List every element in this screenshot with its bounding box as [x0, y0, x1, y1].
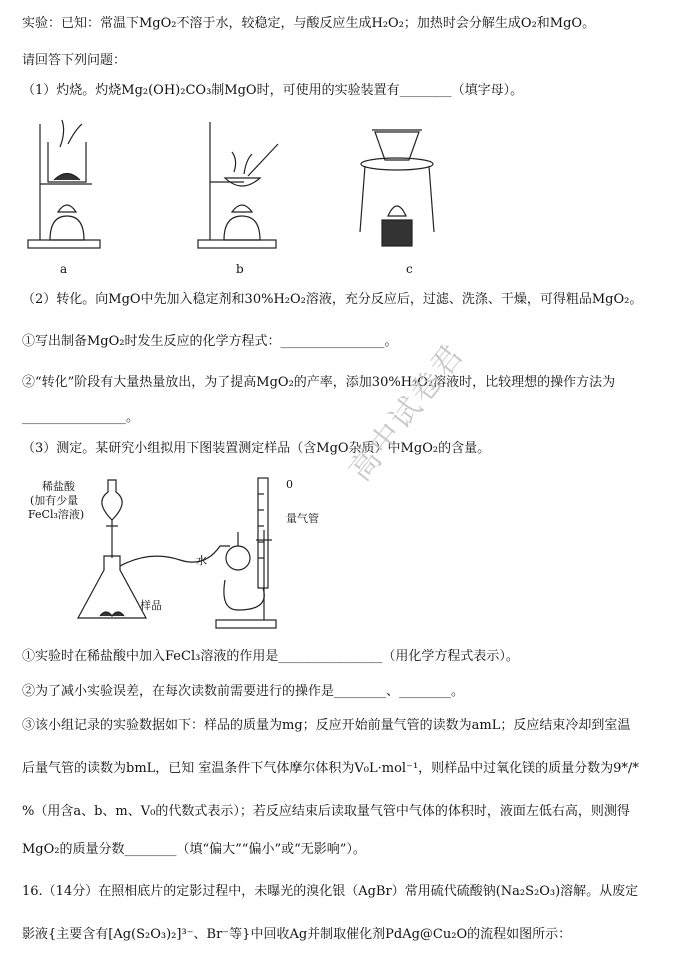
apparatus-figure-abc	[20, 112, 460, 282]
alcohol-lamp-a	[50, 216, 84, 240]
question-3-3-text-b: 后量气管的读数为bmL，已知 室温条件下气体摩尔体积为V₀L·mol⁻¹，则样品中过氧化镁的质量分数为9*/*	[22, 761, 639, 776]
question-3-3-text-c: %（用含a、b、m、V₀的代数式表示）；若反应结束后读取量气管中气体的体积时，液面左低右高，则测得	[22, 804, 630, 819]
stand-base-b	[198, 240, 276, 248]
question-3-1-text: ①实验时在稀盐酸中加入FeCl₃溶液的作用是________________（用化学方程式表示）。	[22, 649, 519, 664]
stand-base-a	[28, 240, 100, 248]
question-3-2-text: ②为了减小实验误差，在每次读数前需要进行的操作是________、________。	[22, 684, 465, 699]
wood-block-c	[382, 220, 412, 246]
question-3-3-text-d: MgO₂的质量分数________（填“偏大”“偏小”或“无影响”）。	[22, 842, 366, 857]
question-2-2-text: ②“转化”阶段有大量热量放出，为了提高MgO₂的产率，添加30%H₂O₂溶液时，比较理想的操作方法为	[22, 375, 616, 390]
conical-flask	[78, 556, 146, 618]
label-c: c	[406, 262, 413, 276]
stand-base	[216, 620, 276, 628]
question-2-2-blank: ________________。	[22, 410, 140, 425]
alcohol-lamp-b	[224, 216, 260, 240]
question-3-3-text-a: ③该小组记录的实验数据如下：样品的质量为mg；反应开始前量气管的读数为amL；反应结束冷却到室温	[22, 718, 631, 733]
question-1-text: （1）灼烧。灼烧Mg₂(OH)₂CO₃制MgO时，可使用的实验装置有________（填字母）。	[22, 83, 524, 98]
question-3-text: （3）测定。某研究小组拟用下图装置测定样品（含MgO杂质）中MgO₂的含量。	[22, 441, 491, 456]
label-a: a	[60, 262, 68, 276]
acid-label-2: (加有少量	[30, 494, 79, 507]
water-label: 水	[196, 554, 207, 567]
crucible-c	[375, 132, 419, 160]
question-2-text: （2）转化。向MgO中先加入稳定剂和30%H₂O₂溶液，充分反应后，过滤、洗涤、干燥，可得粗品MgO₂。	[22, 292, 643, 307]
text-line-2: 请回答下列问题：	[22, 53, 127, 68]
text-line-1: 实验：已知：常温下MgO₂不溶于水，较稳定，与酸反应生成H₂O₂；加热时会分解生成O₂和MgO。	[22, 16, 596, 31]
acid-label-1: 稀盐酸	[42, 480, 75, 493]
label-b: b	[236, 262, 244, 276]
water-vessel	[226, 546, 250, 570]
sample-label: 样品	[140, 599, 162, 612]
alcohol-lamp-flame-a	[58, 205, 76, 212]
watermark: 高中试卷君	[342, 336, 472, 488]
zero-mark: 0	[286, 478, 293, 491]
question-2-1-text: ①写出制备MgO₂时发生反应的化学方程式：________________。	[22, 334, 398, 349]
separatory-funnel	[102, 480, 122, 520]
question-16-text-b: 影液{主要含有[Ag(S₂O₃)₂]³⁻、Br⁻等}中回收Ag并制取催化剂PdAg@Cu₂O的流程如图所示：	[22, 927, 572, 942]
burette-label: 量气管	[286, 512, 319, 525]
acid-label-3: FeCl₃溶液)	[28, 508, 85, 521]
question-16-text-a: 16.（14分）在照相底片的定影过程中，未曝光的溴化银（AgBr）常用硫代硫酸钠(Na₂S₂O₃)溶解。从废定	[22, 884, 639, 899]
